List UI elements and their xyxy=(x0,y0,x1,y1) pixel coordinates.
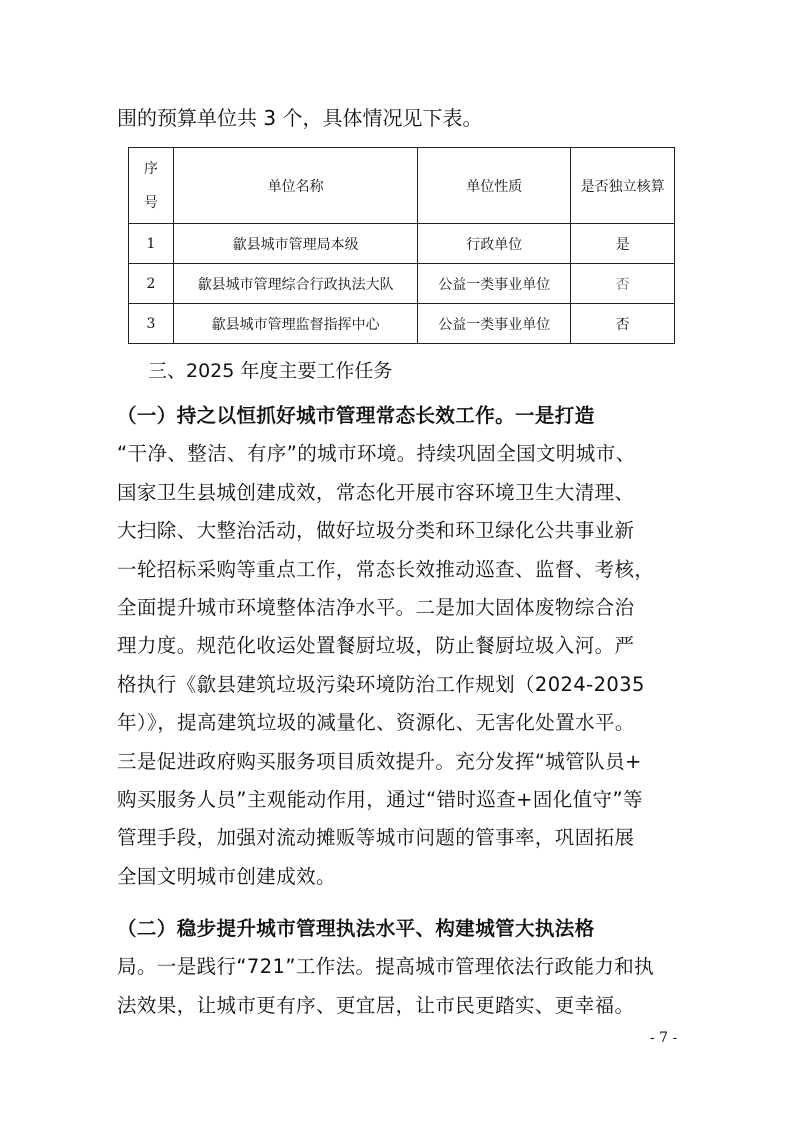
row-unit-name: 歙县城市管理监督指挥中心 xyxy=(173,304,418,344)
row-number: 1 xyxy=(129,224,174,264)
row-unit-type: 公益一类事业单位 xyxy=(418,304,571,344)
para1-line: 大扫除、大整治活动，做好垃圾分类和环卫绿化公共事业新 xyxy=(117,519,635,543)
header-unit-type: 单位性质 xyxy=(418,148,571,224)
header-independent-accounting: 是否独立核算 xyxy=(571,148,675,224)
row-number: 2 xyxy=(129,264,174,304)
row-independent: 否 xyxy=(571,264,675,304)
section-heading: 三、2025 年度主要工作任务 xyxy=(148,360,393,382)
para1-line: 三是促进政府购买服务项目质效提升。充分发挥“城管队员+ xyxy=(117,749,642,773)
para2-line: 局。一是践行“721”工作法。提高城市管理依法行政能力和执 xyxy=(117,955,655,979)
table-header-row xyxy=(129,148,675,224)
header-unit-name: 单位名称 xyxy=(173,148,418,224)
paragraph-gap xyxy=(117,896,687,910)
budget-units-table xyxy=(128,147,675,344)
table-row xyxy=(129,264,675,304)
header-seq: 序 号 xyxy=(129,148,174,224)
para2-line: 法效果，让城市更有序、更宜居，让市民更踏实、更幸福。 xyxy=(117,993,635,1017)
page-number: - 7 - xyxy=(650,1030,678,1046)
para1-line: 一轮招标采购等重点工作，常态长效推动巡查、监督、考核， xyxy=(117,557,655,581)
table-row xyxy=(129,224,675,264)
table-row xyxy=(129,304,675,344)
para1-line: 年）》，提高建筑垃圾的减量化、资源化、无害化处置水平。 xyxy=(117,711,635,735)
row-unit-type: 公益一类事业单位 xyxy=(418,264,571,304)
para1-line: 格执行《歙县建筑垃圾污染环境防治工作规划（2024-2035 xyxy=(117,672,645,696)
para1-line: 理力度。规范化收运处置餐厨垃圾，防止餐厨垃圾入河。严 xyxy=(117,634,635,658)
para1-line: “干净、整洁、有序”的城市环境。持续巩固全国文明城市、 xyxy=(117,442,636,466)
row-number: 3 xyxy=(129,304,174,344)
row-independent: 否 xyxy=(571,304,675,344)
row-unit-type: 行政单位 xyxy=(418,224,571,264)
intro-line: 围的预算单位共 3 个，具体情况见下表。 xyxy=(117,106,483,130)
row-unit-name: 歙县城市管理综合行政执法大队 xyxy=(173,264,418,304)
para1-line: 全国文明城市创建成效。 xyxy=(117,864,336,888)
para2-line: （二）稳步提升城市管理执法水平、构建城管大执法格 xyxy=(117,917,595,941)
para1-line: 购买服务人员”主观能动作用，通过“错时巡查+固化值守”等 xyxy=(117,787,643,811)
para1-line: 全面提升城市环境整体洁净水平。二是加大固体废物综合治 xyxy=(117,595,635,619)
row-independent: 是 xyxy=(571,224,675,264)
para1-line: 国家卫生县城创建成效，常态化开展市容环境卫生大清理、 xyxy=(117,480,635,504)
body-text xyxy=(117,397,687,1025)
para1-line: （一）持之以恒抓好城市管理常态长效工作。一是打造 xyxy=(117,404,595,427)
para1-line: 管理手段，加强对流动摊贩等城市问题的管事率，巩固拓展 xyxy=(117,826,635,850)
row-unit-name: 歙县城市管理局本级 xyxy=(173,224,418,264)
